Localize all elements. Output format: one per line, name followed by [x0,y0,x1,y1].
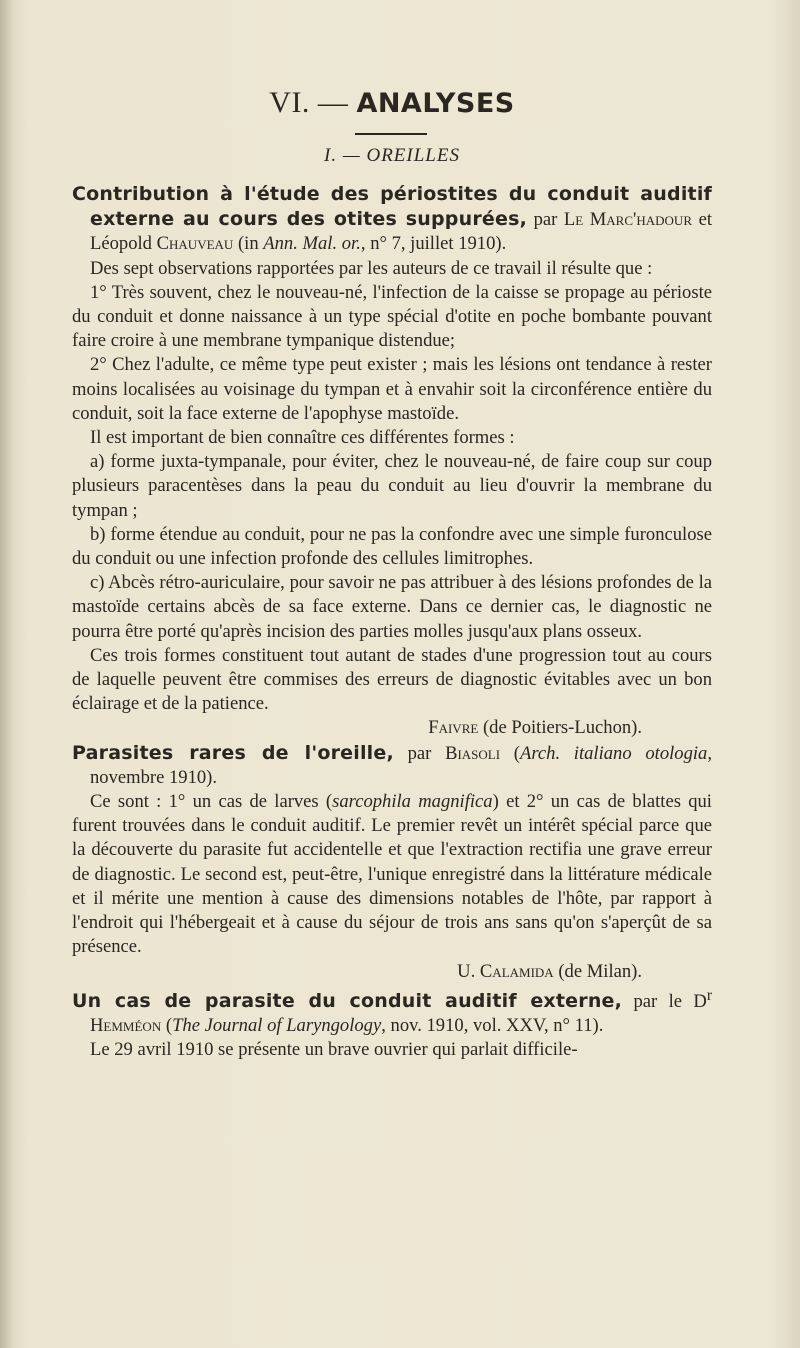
article-1-paragraph-7: c) Abcès rétro-auriculaire, pour savoir ne pas attribuer à des lésions profondes de la mastoïde certains abcès de sa face externe. Dans ce dernier cas, le diagnostic ne pourra être porté qu'après incision des parties molles jusqu'aux plans osseux. [72,572,712,642]
article-2-title: Parasites rares de l'oreille, [72,741,394,764]
article-1-journal: Ann. Mal. or. [263,233,361,255]
article-3-title: Un cas de parasite du conduit auditif externe, [72,989,623,1012]
article-1-paragraph-4: Il est important de bien connaître ces différentes formes : [90,427,515,449]
section-title-word: ANALYSES [356,88,515,119]
section-title [72,86,712,120]
article-2-species: sarcophila magnifica [332,791,493,813]
article-1-author-1: Le Marc'hadour [563,209,692,231]
article-2-paragraph-1-start: Ce sont : 1° un cas de larves ( [90,791,333,813]
article-1-signature-name: Faivre [428,717,479,739]
article-1-paragraph-5: a) forme juxta-tympanale, pour éviter, chez le nouveau-né, de faire coup sur coup plusieurs paracentèses dans la peau du conduit au lieu d'ouvrir la membrane du tympan ; [72,451,712,521]
article-1-paragraph-3: 2° Chez l'adulte, ce même type peut exister ; mais les lésions ont tendance à rester moins localisées au voisinage du tympan et à envahir soit la circonférence entière du conduit, soit la face externe de l'apophyse mastoïde. [72,354,712,424]
article-3-paragraph-1: Le 29 avril 1910 se présente un brave ouvrier qui parlait difficile- [90,1039,578,1061]
article-2-signature-place: (de Milan). [553,960,642,982]
article-1-heading [72,182,712,257]
article-1-paragraph-2: 1° Très souvent, chez le nouveau-né, l'infection de la caisse se propage au périoste du conduit et donne naissance à un type spécial d'otite en poche bombante pouvant faire croire à une membrane tympanique distendue; [72,281,712,352]
article-2-paragraph-1 [72,790,712,959]
article-2-author: Biasoli [445,742,501,764]
article-3-journal: The Journal of Laryngology [172,1015,382,1037]
article-1-signature [72,716,712,740]
article-1-paragraph-6: b) forme étendue au conduit, pour ne pas la confondre avec une simple furonculose du conduit ou une infection profonde des cellules limitrophes. [72,523,712,570]
article-2-ref-par: par [393,742,446,764]
article-3-ref-sup: r [706,986,712,1004]
article-2-ref-open: ( [500,742,520,764]
subsection-title: I. — OREILLES [324,145,460,166]
article-2-signature-initial: U. [457,960,480,982]
article-1-ref-in: (in [233,233,264,255]
article-3-heading [72,984,712,1039]
article-3-ref-open: ( [161,1015,173,1037]
article-1-ref-rest: , n° 7, juillet 1910). [360,233,507,255]
article-1-title: Contribution à l'étude des périostites du conduit auditif externe au cours des otites suppurées, [72,183,712,231]
article-2-ref-rest: novembre 1910). [90,766,218,788]
title-rule [355,133,427,135]
article-1-ref-par: par [527,209,564,231]
article-1-paragraph-8: Ces trois formes constituent tout autant de stades d'une progression tout au cours de laquelle peuvent être commises des erreurs de diagnostic évitables avec un bon éclairage et de la patience. [72,644,712,715]
page-spine-shadow [0,0,14,1348]
article-3-author: Hemméon [90,1015,162,1037]
section-title-prefix: VI. — [269,86,357,119]
article-2-signature [72,960,712,984]
article-2-heading [72,741,712,790]
body-text [72,182,712,1063]
article-3-ref-rest: , nov. 1910, vol. XXV, n° 11). [381,1015,604,1037]
article-1-author-2: Chauveau [156,233,234,255]
article-2-journal: Arch. italiano otologia, [519,742,712,764]
article-1-signature-place: (de Poitiers-Luchon). [478,717,642,739]
article-2-paragraph-1-end: ) et 2° un cas de blattes qui furent trouvées dans le conduit auditif. Le premier revêt un intérêt spécial parce que la découverte du parasite fut accidentelle et que l'extraction rectifia une grave erreur de diagnostic. Le second est, peut-être, l'unique enregistré dans la littérature médicale et il mérite une mention à cause des dimensions notables de l'hôte, par rapport à l'endroit qui l'hébergeait et à cause du séjour de trois ans sans qu'on s'aperçût de sa présence. [72,791,712,958]
article-2-signature-name: Calamida [479,960,554,982]
article-1-paragraph-1: Des sept observations rapportées par les auteurs de ce travail il résulte que : [90,257,653,279]
article-3-ref-par: par le D [622,990,707,1012]
article-1-ref-et: et Léopold [90,209,712,255]
